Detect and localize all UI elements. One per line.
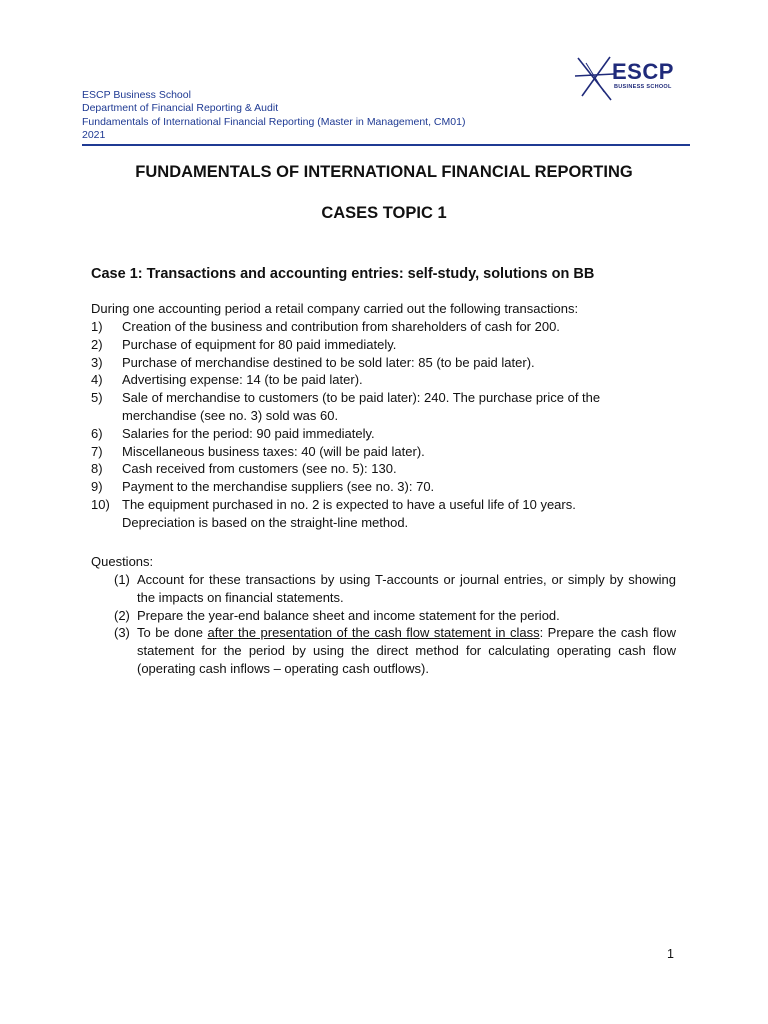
list-item [114, 624, 676, 677]
questions-heading: Questions: [91, 554, 154, 569]
item-number: 5) [91, 390, 103, 406]
transaction-list [91, 318, 651, 532]
underlined-phrase: after the presentation of the cash flow statement in class [207, 625, 540, 641]
question-number: (3) [114, 625, 130, 641]
item-number: 6) [91, 425, 103, 441]
question-suffix: : Prepare the cash flow statement for the period by using the direct method for calculating operating cash flow (operating cash inflows – operating cash outflows). [137, 625, 676, 676]
item-text: Salaries for the period: 90 paid immediately. [122, 425, 375, 441]
school-name: ESCP Business School [82, 89, 191, 101]
star-icon [574, 54, 614, 104]
list-item [91, 318, 651, 336]
question-number: (2) [114, 607, 130, 623]
list-item [114, 571, 676, 607]
page-number: 1 [667, 947, 674, 961]
item-number: 4) [91, 372, 103, 388]
logo-wordmark: ESCP [612, 59, 674, 84]
question-number: (1) [114, 572, 130, 587]
item-text: Miscellaneous business taxes: 40 (will be paid later). [122, 443, 425, 459]
header-block [82, 89, 465, 143]
item-text: Creation of the business and contribution from shareholders of cash for 200. [122, 319, 560, 334]
item-text: The equipment purchased in no. 2 is expected to have a useful life of 10 years. Depreciation is based on the straight-line method. [122, 496, 576, 530]
item-text: Sale of merchandise to customers (to be paid later): 240. The purchase price of the merchandise (see no. 3) sold was 60. [122, 390, 601, 423]
list-item [91, 389, 651, 425]
question-text: Prepare the year-end balance sheet and income statement for the period. [137, 607, 560, 623]
document-title: FUNDAMENTALS OF INTERNATIONAL FINANCIAL REPORTING [135, 163, 633, 181]
escp-logo [574, 54, 680, 104]
item-number: 2) [91, 336, 103, 352]
question-prefix: To be done [137, 625, 208, 641]
list-item [91, 425, 651, 443]
department-name: Department of Financial Reporting & Audit [82, 102, 279, 115]
item-number: 10) [91, 496, 110, 512]
logo-tagline: BUSINESS SCHOOL [614, 84, 672, 90]
year: 2021 [82, 129, 106, 142]
list-item [91, 496, 651, 532]
question-text: Account for these transactions by using T-accounts or journal entries, or simply by showing the impacts on financial statements. [137, 572, 676, 605]
list-item [91, 460, 651, 478]
question-text [137, 624, 676, 677]
course-name: Fundamentals of International Financial Reporting (Master in Management, CM01) [82, 115, 466, 128]
item-number: 1) [91, 319, 103, 334]
item-text: Cash received from customers (see no. 5): 130. [122, 461, 397, 477]
item-text: Advertising expense: 14 (to be paid later). [122, 372, 363, 388]
header-divider [82, 144, 690, 146]
item-number: 7) [91, 443, 103, 459]
list-item [91, 371, 651, 389]
case-heading: Case 1: Transactions and accounting entries: self-study, solutions on BB [91, 266, 595, 282]
case-intro: During one accounting period a retail company carried out the following transactions: [91, 301, 579, 316]
list-item [91, 336, 651, 354]
list-item [91, 354, 651, 372]
item-text: Purchase of equipment for 80 paid immediately. [122, 336, 397, 352]
item-text: Purchase of merchandise destined to be sold later: 85 (to be paid later). [122, 354, 535, 370]
list-item [91, 478, 651, 496]
item-number: 9) [91, 479, 103, 495]
item-text: Payment to the merchandise suppliers (see no. 3): 70. [122, 479, 435, 495]
list-item [114, 607, 676, 625]
item-number: 3) [91, 354, 103, 370]
list-item [91, 443, 651, 461]
item-number: 8) [91, 461, 103, 477]
questions-list [114, 571, 676, 678]
document-subtitle: CASES TOPIC 1 [321, 204, 447, 222]
